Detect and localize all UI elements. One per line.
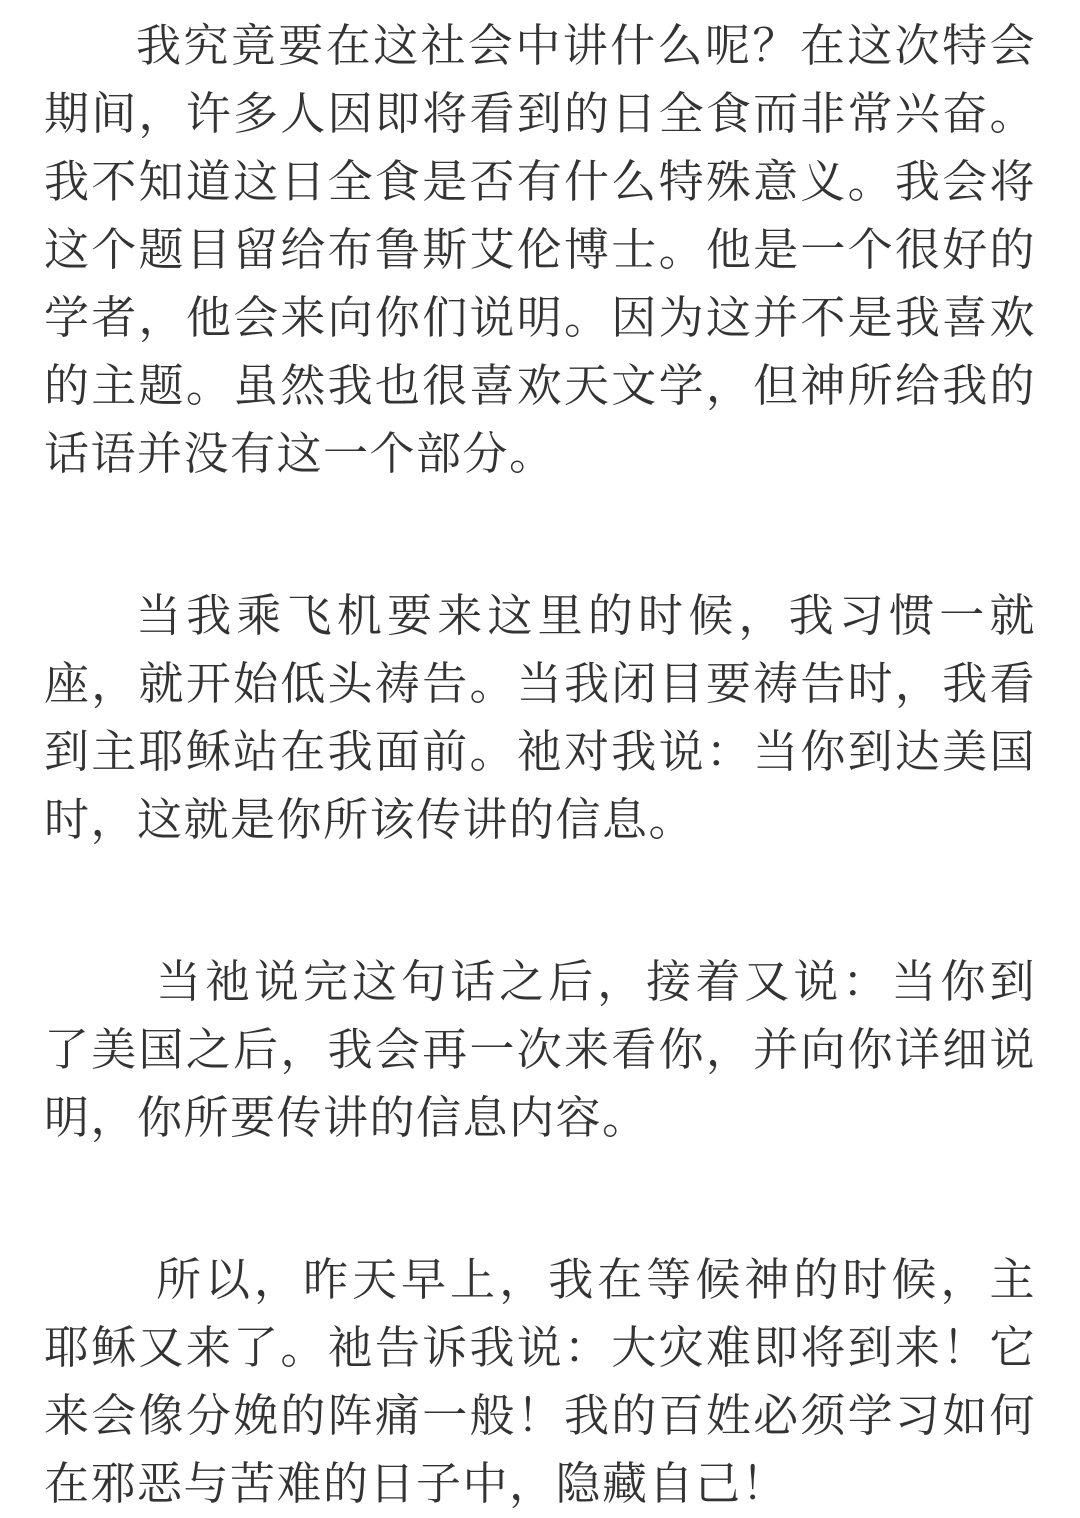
paragraph-4: 所以，昨天早上，我在等候神的时候，主耶稣又来了。祂告诉我说：大灾难即将到来！它来会像分娩的阵痛一般！我的百姓必须学习如何在邪恶与苦难的日子中，隐藏自己！ xyxy=(44,1253,1036,1510)
paragraph-2: 当我乘飞机要来这里的时候，我习惯一就座，就开始低头祷告。当我闭目要祷告时，我看到主耶稣站在我面前。祂对我说：当你到达美国时，这就是你所该传讲的信息。 xyxy=(44,589,1036,846)
paragraph-3: 当祂说完这句话之后，接着又说：当你到了美国之后，我会再一次来看你，并向你详细说明，你所要传讲的信息内容。 xyxy=(44,955,1036,1144)
paragraph-1: 我究竟要在这社会中讲什么呢？在这次特会期间，许多人因即将看到的日全食而非常兴奋。我不知道这日全食是否有什么特殊意义。我会将这个题目留给布鲁斯艾伦博士。他是一个很好的学者，他会来向你们说明。因为这并不是我喜欢的主题。虽然我也很喜欢天文学，但神所给我的话语并没有这一个部分。 xyxy=(44,19,1036,480)
article-body xyxy=(44,12,1036,1518)
